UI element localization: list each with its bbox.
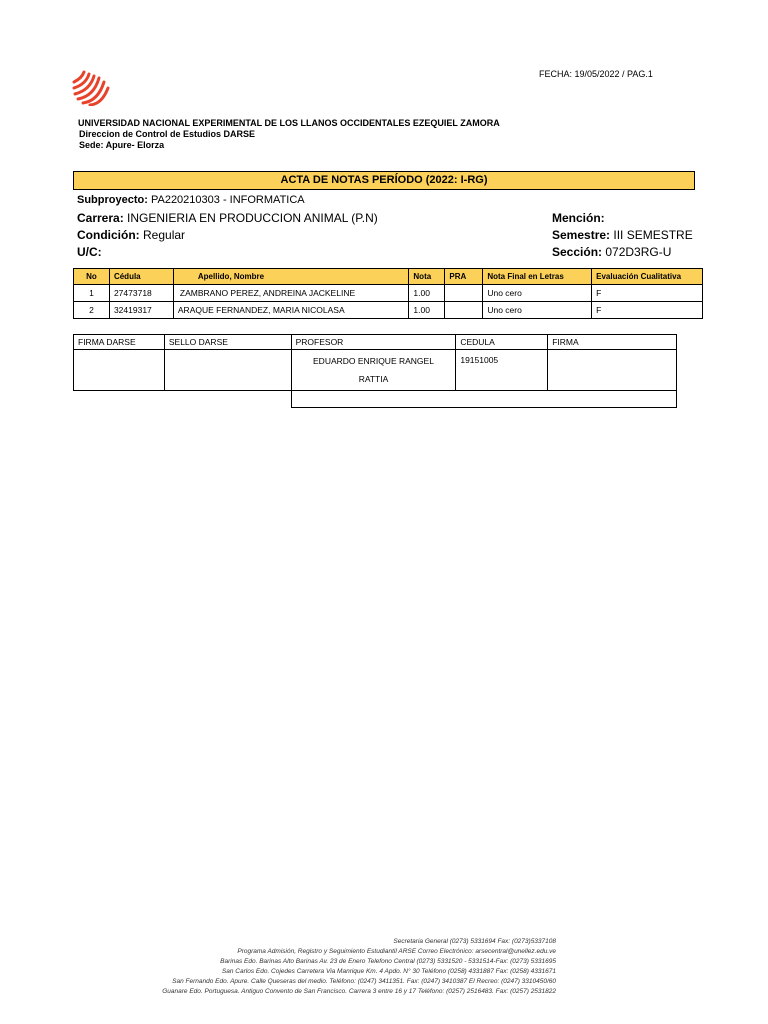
row-pra [445,302,483,319]
row-nota: 1.00 [409,285,445,302]
row-no: 1 [74,285,110,302]
grades-header-row [74,269,703,285]
seccion-label: Sección: [552,245,603,259]
footer-line: Secretaria General (0273) 5331694 Fax: (0273)5337108 [393,938,556,945]
header-cedula: Cédula [109,269,173,285]
empty-cell [164,391,291,408]
profesor-name-line2: RATTIA [358,374,389,384]
footer-line: Programa Admisión, Registro y Seguimiento Estudiantil ARSE Correo Electrónico: arsecentral@unellez.edu.ve [237,948,556,955]
footer-line: Barinas Edo. Barinas Alto Barinas Av. 23 de Enero Telefono Central (0273) 5331520 - 5331514-Fax: (0273) 5331695 [220,958,556,965]
mencion-field [552,211,605,225]
mencion-label: Mención: [552,211,605,225]
header-apellido-nombre: Apellido, Nombre [173,269,409,285]
sede-name: Sede: Apure- Elorza [79,140,165,150]
header-nota: Nota [409,269,445,285]
row-nombre: ARAQUE FERNANDEZ, MARIA NICOLASA [173,302,409,319]
header-profesor: PROFESOR [291,335,456,350]
university-name: UNIVERSIDAD NACIONAL EXPERIMENTAL DE LOS LLANOS OCCIDENTALES EZEQUIEL ZAMORA [78,118,500,128]
footer-line: San Carlos Edo. Cojedes Carretera Via Manrique Km. 4 Apdo. N° 30 Teléfono (0258) 4331887 Fax: (0258) 4331671 [221,968,556,975]
uc-label: U/C: [77,245,102,259]
extra-signature-cell [291,391,676,408]
subproyecto-value: PA220210303 - INFORMATICA [150,194,305,206]
firma-darse-cell [74,350,165,391]
uc-field [77,245,102,259]
header-sello-darse: SELLO DARSE [164,335,291,350]
row-evaluacion: F [592,302,703,319]
semestre-label: Semestre: [552,228,611,242]
condicion-label: Condición: [77,228,140,242]
signature-extra-row [74,391,677,408]
subproyecto-field [77,194,305,206]
header-cedula: CEDULA [456,335,548,350]
carrera-field [77,211,378,225]
university-logo-icon [70,68,110,106]
department-name: Direccion de Control de Estudios DARSE [79,129,256,139]
row-cedula: 32419317 [109,302,173,319]
table-row [74,285,703,302]
signature-header-row [74,335,677,350]
header-firma: FIRMA [548,335,677,350]
row-nota-letras: Uno cero [483,285,592,302]
condicion-field [77,228,185,242]
header-pra: PRA [445,269,483,285]
row-cedula: 27473718 [109,285,173,302]
grades-table [73,268,703,319]
header-no: No [74,269,110,285]
cedula-cell: 19151005 [456,350,548,391]
semestre-value: III SEMESTRE [613,228,693,242]
firma-cell [548,350,677,391]
semestre-field [552,228,693,242]
sello-darse-cell [164,350,291,391]
profesor-cell [291,350,456,391]
date-page-label: FECHA: 19/05/2022 / PAG.1 [539,69,653,79]
carrera-label: Carrera: [77,211,124,225]
header-firma-darse: FIRMA DARSE [74,335,165,350]
seccion-value: 072D3RG-U [605,245,672,259]
profesor-name-line1: EDUARDO ENRIQUE RANGEL [313,356,434,366]
subproyecto-label: Subproyecto: [77,194,148,206]
footer-line: San Fernando Edo. Apure. Calle Queseras del medio. Teléfono: (0247) 3411351. Fax: (0247) 3410387 El Recreo: (0247) 3310450/60 [172,978,556,985]
row-evaluacion: F [592,285,703,302]
row-nota-letras: Uno cero [483,302,592,319]
acta-title: ACTA DE NOTAS PERÍODO (2022: I-RG) [73,171,695,190]
row-pra [445,285,483,302]
empty-cell [74,391,165,408]
footer-line: Guanare Edo. Portuguesa. Antiguo Convento de San Francisco. Carrera 3 entre 16 y 17 Teléfono: (0257) 2516483. Fax: (0257) 2531822 [162,988,556,995]
footer-contact-info [36,937,556,997]
condicion-value: Regular [143,228,186,242]
table-row [74,302,703,319]
carrera-value: INGENIERIA EN PRODUCCION ANIMAL (P.N) [127,211,378,225]
signature-table [73,334,677,408]
header-nota-final: Nota Final en Letras [483,269,592,285]
signature-row [74,350,677,391]
seccion-field [552,245,671,259]
header-evaluacion: Evaluación Cualitativa [592,269,703,285]
row-no: 2 [74,302,110,319]
row-nota: 1.00 [409,302,445,319]
row-nombre: ZAMBRANO PEREZ, ANDREINA JACKELINE [173,285,409,302]
